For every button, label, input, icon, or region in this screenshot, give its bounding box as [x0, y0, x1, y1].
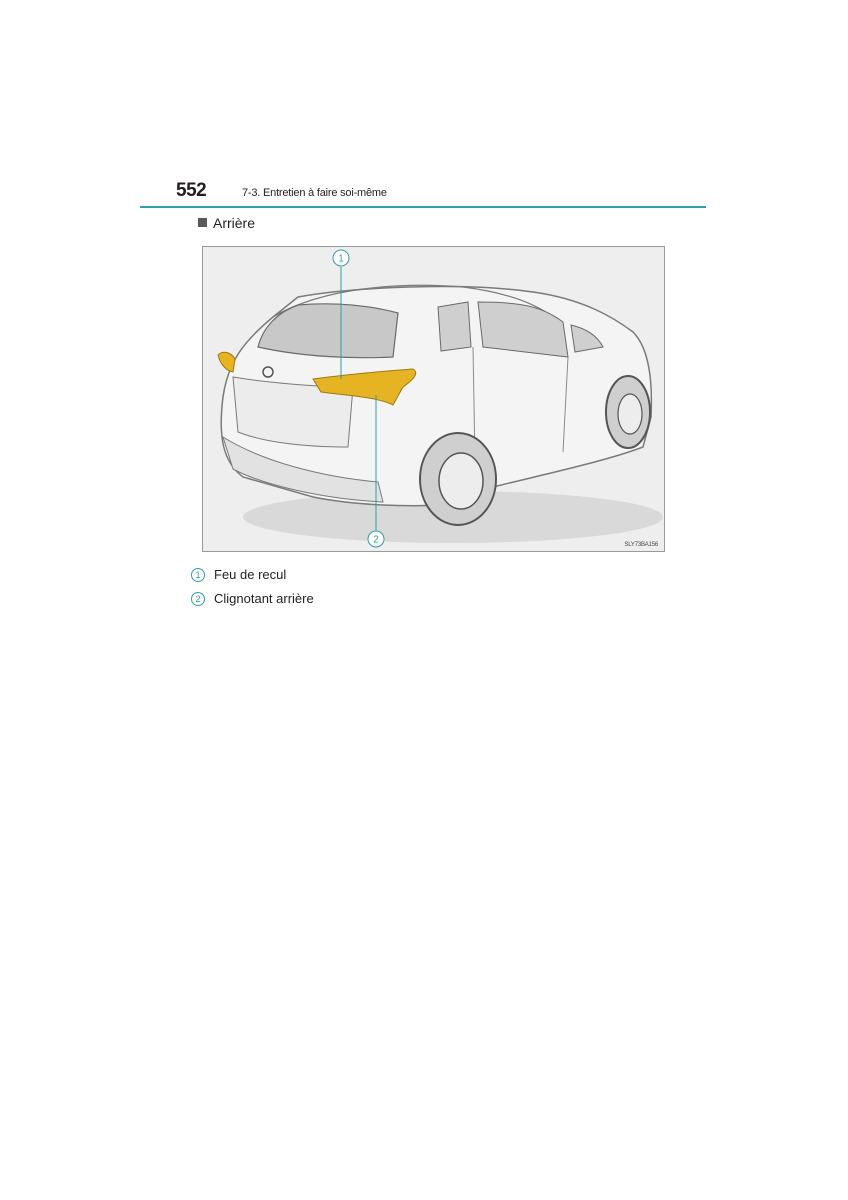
legend-number: 1 [191, 568, 205, 582]
legend-number: 2 [191, 592, 205, 606]
section-title: 7-3. Entretien à faire soi-même [242, 187, 387, 199]
square-bullet-icon [198, 218, 207, 227]
subsection-heading [198, 215, 255, 231]
car-rear-illustration [203, 247, 664, 551]
callout-1: 1 [338, 253, 344, 265]
figure-code: SLY73BA156 [624, 542, 658, 548]
subsection-title: Arrière [213, 215, 256, 231]
rear-lights-figure [202, 246, 665, 552]
legend-label: Feu de recul [214, 567, 287, 582]
page-number: 552 [176, 180, 207, 201]
legend-label: Clignotant arrière [214, 591, 314, 606]
header-rule [140, 206, 706, 208]
callout-2: 2 [373, 534, 379, 546]
page-header [176, 180, 706, 208]
